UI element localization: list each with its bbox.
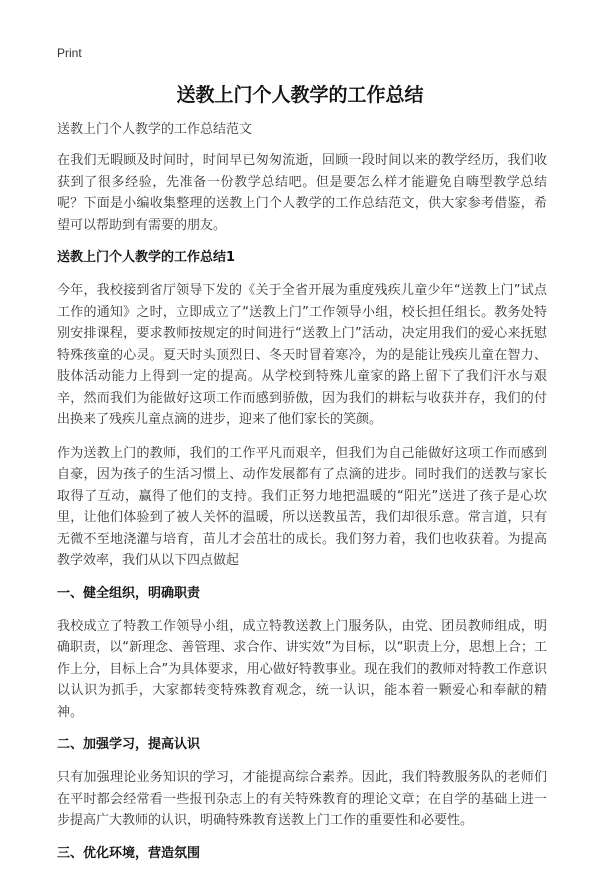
article-body	[57, 120, 547, 876]
page-title: 送教上门个人教学的工作总结	[176, 84, 424, 106]
intro-paragraph: 在我们无暇顾及时间时，时间早已匆匆流逝，回顾一段时间以来的教学经历，我们收获到了很多经验，先准备一份教学总结吧。但是要怎么样才能避免自嗨型教学总结呢？下面是小编收集整理的送教上门个人教学的工作总结范文，供大家参考借鉴，希望可以帮助到有需要的朋友。	[57, 153, 547, 233]
heading-one: 一、健全组织，明确职责	[57, 585, 201, 601]
heading-two: 二、加强学习，提高认识	[57, 737, 201, 752]
paragraph-3: 我校成立了特教工作领导小组，成立特教送教上门服务队，由党、团员教师组成，明确职责，以“新理念、善管理、求合作、讲实效”为目标，以“职责上分，思想上合；工作上分，目标上合”为具体要求，用心做好特教事业。现在我们的教师对特教工作意识以认识为抓手，大家都转变特殊教育观念，统一认识，能本着一颗爱心和奉献的精神。	[57, 618, 547, 720]
section-heading-1: 送教上门个人教学的工作总结1	[57, 250, 236, 265]
heading-three: 三、优化环境，营造氛围	[57, 845, 201, 861]
article-subtitle: 送教上门个人教学的工作总结范文	[57, 122, 253, 137]
print-link[interactable]: Print	[57, 46, 82, 60]
paragraph-2: 作为送教上门的教师，我们的工作平凡而艰辛，但我们为自己能做好这项工作而感到自豪，因为孩子的生活习惯上、动作发展都有了点滴的进步。同时我们的送教与家长取得了互动，赢得了他们的支持。我们正努力地把温暖的“阳光”送进了孩子是心坎里，让他们体验到了被人关怀的温暖，所以送教虽苦，我们却很乐意。常言道，只有无微不至地浇灌与培育，苗儿才会茁壮的成长。我们努力着，我们也收获着。为提高教学效率，我们从以下四点做起	[57, 445, 547, 568]
paragraph-1: 今年，我校接到省厅领导下发的《关于全省开展为重度残疾儿童少年“送教上门”试点工作的通知》之时，立即成立了“送教上门”工作领导小组，校长担任组长。教务处特别安排课程，要求教师按规定的时间进行“送教上门”活动，决定用我们的爱心来抚慰特殊孩童的心灵。夏天时头顶烈日、冬天时冒着寒冷，为的是能让残疾儿童在智力、肢体活动能力上得到一定的提高。从学校到特殊儿童家的路上留下了我们汗水与艰辛，然而我们为能做好这项工作而感到骄傲，因为我们的耕耘与收获并存，我们的付出换来了残疾儿童点滴的进步，迎来了他们家长的笑颜。	[57, 283, 547, 427]
paragraph-4: 只有加强理论业务知识的学习，才能提高综合素养。因此，我们特教服务队的老师们在平时都会经常看一些报刊杂志上的有关特殊教育的理论文章；在自学的基础上进一步提高广大教师的认识，明确特殊教育送教上门工作的重要性和必要性。	[57, 770, 547, 828]
